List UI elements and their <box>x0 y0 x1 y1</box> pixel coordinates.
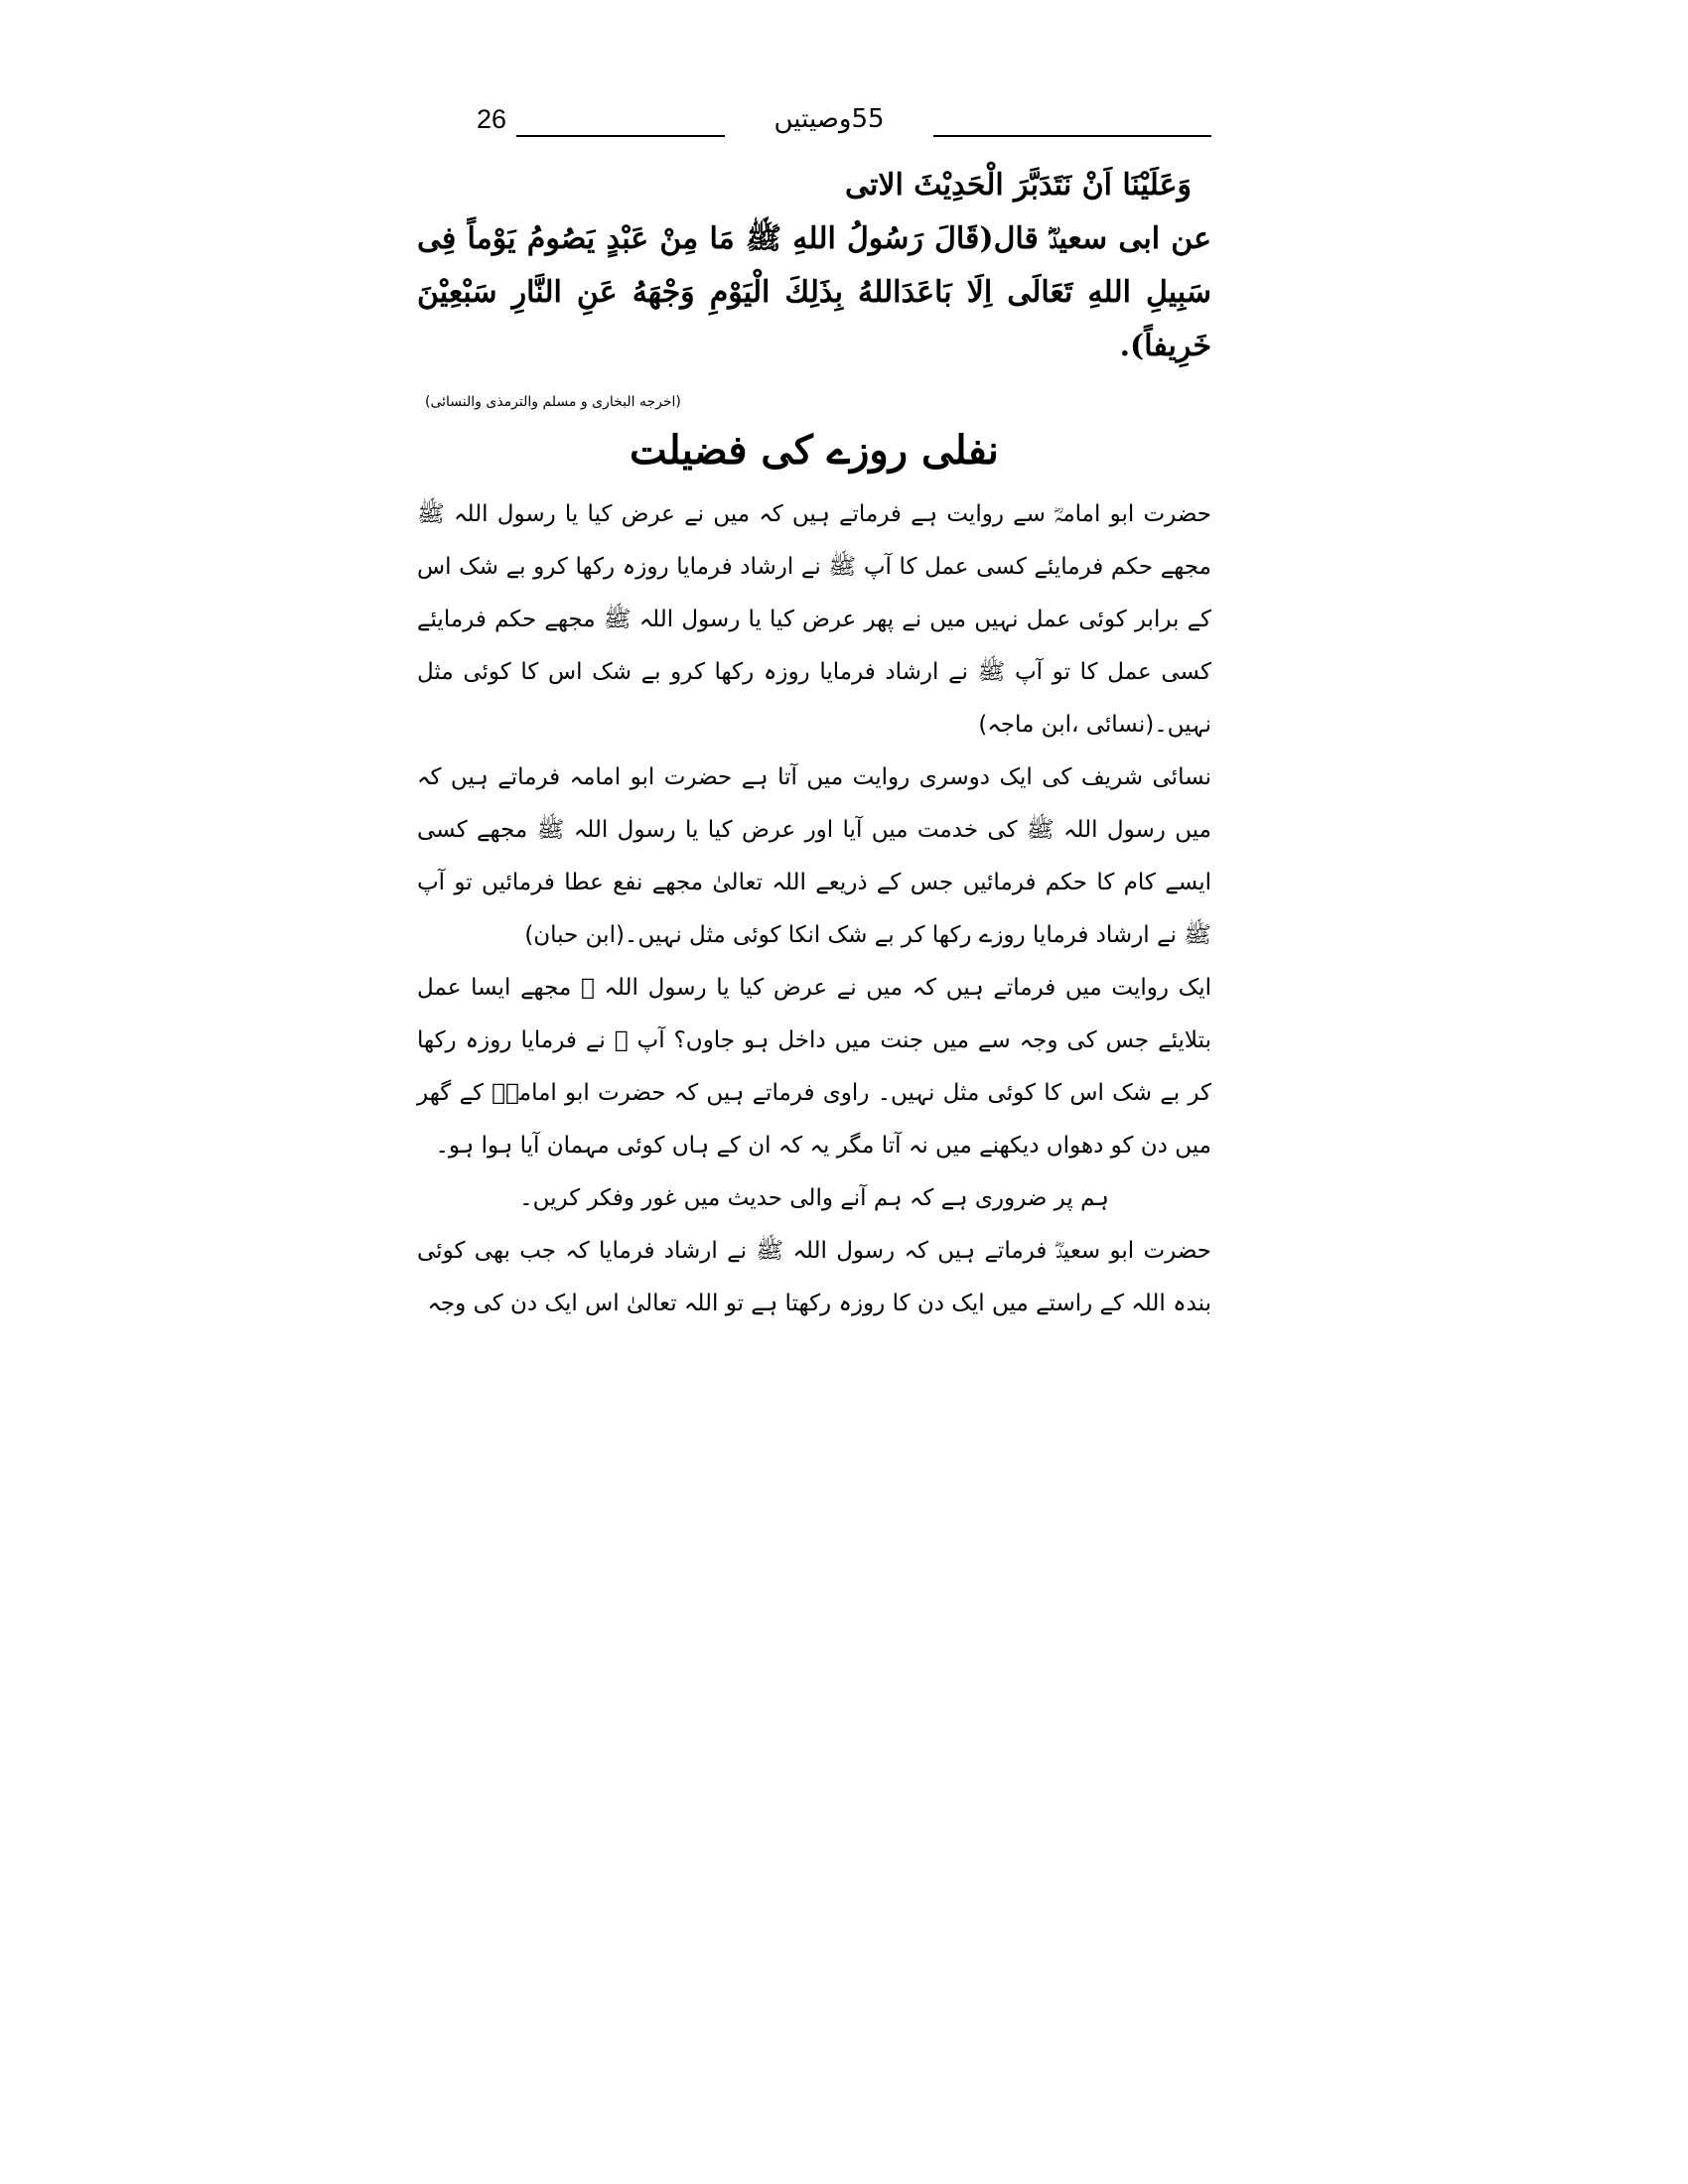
header-rule-right <box>933 135 1211 137</box>
page-number: 26 <box>477 104 507 134</box>
book-page <box>417 89 1211 1578</box>
running-header <box>417 99 1211 149</box>
arabic-intro-line: وَعَلَيْنَا اَنْ نَتَدَبَّرَ الْحَدِيْثَ الاتى <box>845 168 1192 203</box>
running-title: 55وصیتیں <box>774 104 885 134</box>
hadith-citation: (اخرجه البخارى و مسلم والترمذى والنسائى) <box>425 394 681 410</box>
paragraph-2: نسائی شریف کی ایک دوسری روایت میں آتا ہے حضرت ابو امامہ فرماتے ہیں کہ میں رسول اللہ ﷺ کی خدمت میں آیا اور عرض کیا یا رسول اللہ ﷺ مجھے کسی ایسے کام کا حکم فرمائیں جس کے ذریعے اللہ تعالیٰ مجھے نفع عطا فرمائیں تو آپ ﷺ نے ارشاد فرمایا روزے رکھا کر بے شک انکا کوئی مثل نہیں۔(ابن حبان) <box>417 764 1211 948</box>
header-rule-left <box>516 135 725 137</box>
paragraph-5: حضرت ابو سعیدؓ فرماتے ہیں کہ رسول اللہ ﷺ نے ارشاد فرمایا کہ جب بھی کوئی بندہ اللہ کے راستے میں ایک دن کا روزہ رکھتا ہے تو اللہ تعالیٰ اس ایک دن کی وجہ <box>417 1238 1211 1316</box>
arabic-hadith-text: عن ابی سعیدؓ قال(قَالَ رَسُولُ اللهِ ﷺ مَا مِنْ عَبْدٍ يَصُومُ يَوْماً فِى سَبِيلِ اللهِ تَعَالَى اِلَا بَاعَدَاللهُ بِذَلِكَ الْيَوْمِ وَجْهَهُ عَنِ النَّارِ سَبْعِيْنَ خَرِيفاً). <box>417 221 1211 363</box>
paragraph-1: حضرت ابو امامہؓ سے روایت ہے فرماتے ہیں کہ میں نے عرض کیا یا رسول اللہ ﷺ مجھے حکم فرمایئے کسی عمل کا آپ ﷺ نے ارشاد فرمایا روزہ رکھا کرو بے شک اس کے برابر کوئی عمل نہیں میں نے پھر عرض کیا یا رسول اللہ ﷺ مجھے حکم فرمایئے کسی عمل کا تو آپ ﷺ نے ارشاد فرمایا روزہ رکھا کرو بے شک اس کا کوئی مثل نہیں۔(نسائی ،ابن ماجہ) <box>417 501 1211 738</box>
section-heading: نفلی روزے کی فضیلت <box>630 427 999 474</box>
paragraph-3: ایک روایت میں فرماتے ہیں کہ میں نے عرض کیا یا رسول اللہ ﷺ مجھے ایسا عمل بتلایئے جس کی وجہ سے میں جنت میں داخل ہو جاوں؟ آپ ﷺ نے فرمایا روزہ رکھا کر بے شک اس کا کوئی مثل نہیں۔ راوی فرماتے ہیں کہ حضرت ابو امامہؓ کے گھر میں دن کو دھواں دیکھنے میں نہ آتا مگر یہ کہ ان کے ہاں کوئی مہمان آیا ہوا ہو۔ <box>417 975 1211 1159</box>
page-content <box>417 159 1211 1330</box>
paragraph-4: ہم پر ضروری ہے کہ ہم آنے والی حدیث میں غور وفکر کریں۔ <box>519 1185 1109 1211</box>
